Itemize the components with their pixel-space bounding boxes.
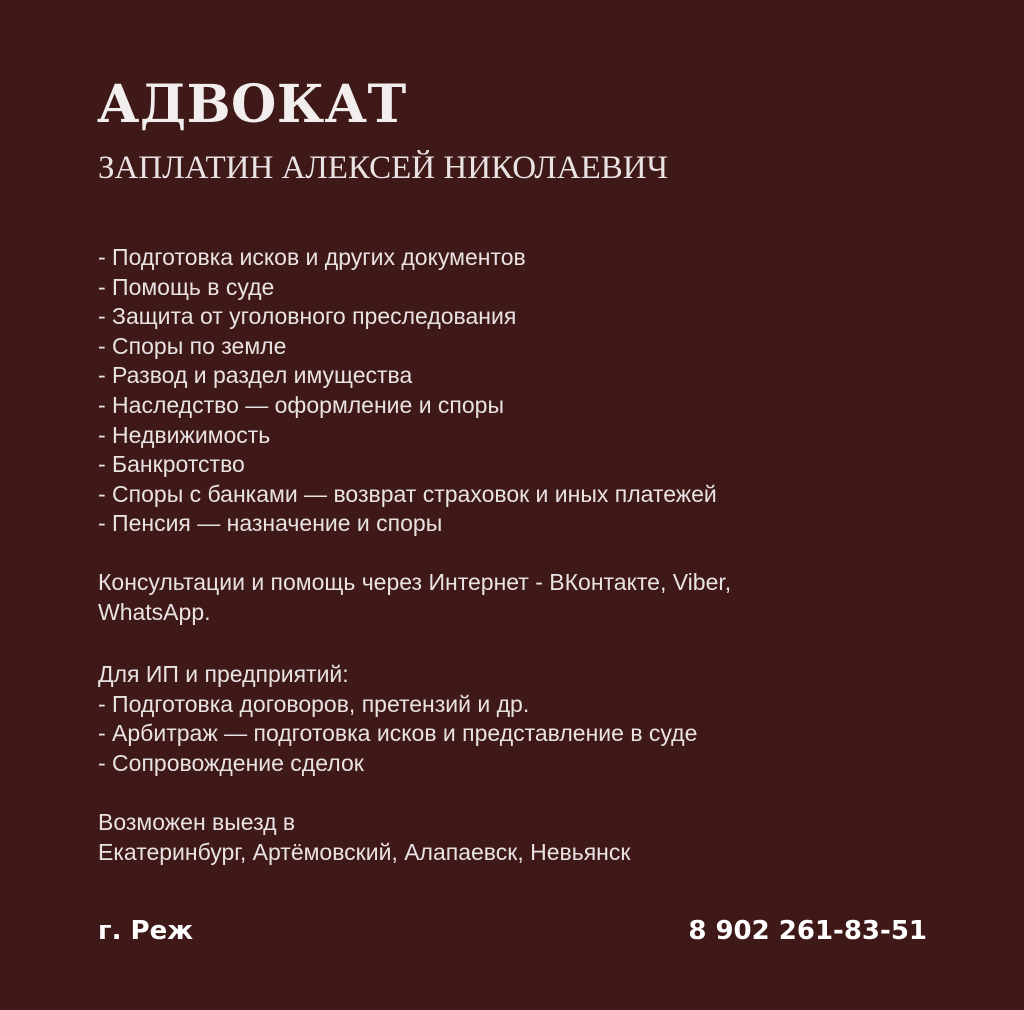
list-item: - Споры по земле [98,332,287,359]
list-item: - Недвижимость [98,421,271,448]
services-list [98,243,717,539]
list-item: - Подготовка исков и других документов [98,244,526,270]
list-item: - Наследство — оформление и споры [98,391,505,418]
city-label: г. Реж [98,916,194,946]
online-consultation-note [98,568,898,627]
list-item: - Подготовка договоров, претензий и др. [98,690,530,717]
business-heading: Для ИП и предприятий: [98,661,349,687]
list-item: - Арбитраж — подготовка исков и представление в суде [98,720,698,747]
online-line: Консультации и помощь через Интернет - ВКонтакте, Viber, [98,569,732,595]
list-item: - Защита от уголовного преследования [98,303,517,330]
page-title: АДВОКАТ [97,74,407,135]
list-item: - Пенсия — назначение и споры [98,510,443,537]
list-item: - Помощь в суде [98,273,275,300]
phone-number[interactable]: 8 902 261-83-51 [688,916,927,946]
list-item: - Споры с банками — возврат страховок и иных платежей [98,480,717,507]
list-item: - Банкротство [98,451,245,478]
travel-cities: Екатеринбург, Артёмовский, Алапаевск, Невьянск [98,838,631,865]
travel-line: Возможен выезд в [98,809,296,835]
list-item: - Развод и раздел имущества [98,362,413,389]
business-section [98,660,697,778]
list-item: - Сопровождение сделок [98,749,364,776]
business-services-list [98,690,697,779]
travel-note [98,808,630,867]
online-line: WhatsApp. [98,598,211,625]
lawyer-name: ЗАПЛАТИН АЛЕКСЕЙ НИКОЛАЕВИЧ [98,150,669,186]
